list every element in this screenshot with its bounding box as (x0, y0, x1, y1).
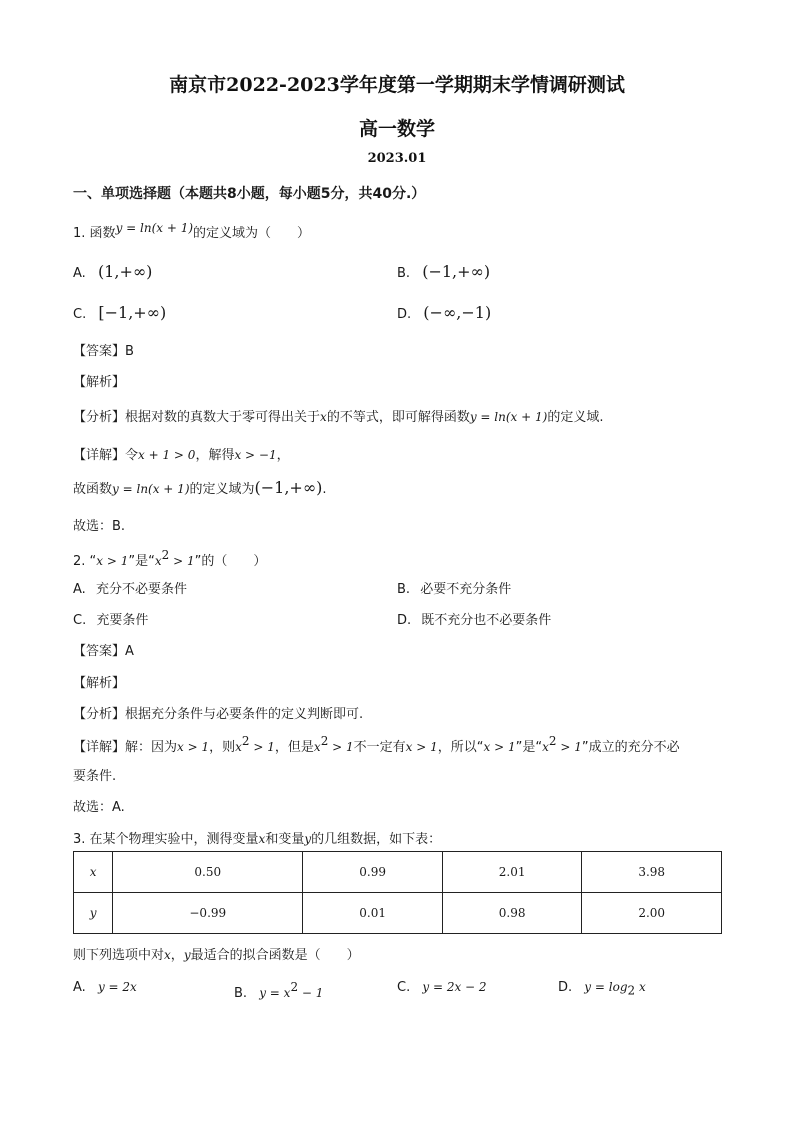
exponent: 2 (320, 734, 329, 748)
text: ”是“ (515, 740, 543, 755)
option-text: y = log (584, 980, 628, 994)
text: 根据对数的真数大于零可得出关于 (125, 410, 321, 425)
question-2-stem (73, 548, 266, 569)
math-var: y (183, 948, 191, 962)
q2-detail (73, 734, 680, 755)
option-text: − 1 (298, 986, 324, 1000)
table-cell: 3.98 (582, 852, 722, 893)
q3-option-c[interactable] (397, 980, 487, 995)
section-heading: 一、单项选择题（本题共8小题，每小题5分，共40分.） (73, 186, 426, 202)
option-text: y = x (259, 986, 291, 1000)
formula: y = ln(x + 1) (115, 221, 194, 235)
math-var: x (258, 832, 266, 846)
q3-option-b[interactable] (234, 980, 323, 1001)
text: 2. “ (73, 554, 97, 569)
data-table (73, 851, 722, 934)
text: ，但是 (274, 740, 314, 755)
text: 的定义域为 (189, 482, 255, 497)
formula: > 1 (249, 740, 275, 754)
text: 的定义域. (547, 410, 604, 425)
option-letter: B. (234, 986, 248, 1001)
text: 则下列选项中对 (73, 948, 165, 963)
option-text: [−1,+∞) (98, 303, 167, 322)
exam-date: 2023.01 (367, 151, 427, 166)
text: 根据充分条件与必要条件的定义判断即可. (125, 707, 364, 722)
table-row (74, 852, 722, 893)
table-cell: 2.01 (442, 852, 582, 893)
text: ”成立的充分不必 (581, 740, 680, 755)
q1-detail (73, 444, 290, 463)
text: ， (276, 448, 290, 463)
table-cell: 0.98 (442, 893, 582, 934)
math-var: y (304, 832, 312, 846)
row-label: x (74, 852, 113, 893)
text: 3. 在某个物理实验中，测得变量 (73, 832, 259, 847)
exponent: 2 (548, 734, 557, 748)
exam-title: 南京市2022-2023学年度第一学期期末学情调研测试 (169, 74, 625, 96)
text: ，所以“ (437, 740, 484, 755)
option-text: 既不充分也不必要条件 (421, 613, 552, 628)
text: ，则 (209, 740, 236, 755)
q1-choose: 故选：B. (73, 519, 126, 534)
option-letter: B. (397, 582, 411, 597)
table-cell: −0.99 (113, 893, 303, 934)
exponent: 2 (161, 548, 170, 562)
formula: y = ln(x + 1) (469, 410, 548, 424)
fenxi-tag: 【分析】 (73, 707, 126, 722)
stem-text: 的定义域为（ ） (193, 226, 311, 241)
option-letter: A. (73, 582, 86, 597)
table-cell: 0.50 (113, 852, 303, 893)
option-letter: C. (73, 613, 87, 628)
option-text: (−1,+∞) (422, 262, 491, 281)
detail-tag: 【详解】 (73, 448, 126, 463)
q1-answer: 【答案】B (73, 344, 134, 359)
formula: x + 1 > 0 (138, 448, 196, 462)
text: 的不等式，即可解得函数 (326, 410, 470, 425)
q2-detail-cont: 要条件. (73, 769, 117, 784)
option-text: 必要不充分条件 (420, 582, 512, 597)
q1-option-d[interactable] (397, 303, 491, 322)
option-text: x (635, 980, 646, 994)
math-var: x (320, 410, 327, 424)
option-letter: A. (73, 266, 86, 281)
option-letter: C. (397, 980, 411, 995)
table-cell: 2.00 (582, 893, 722, 934)
q3-option-a[interactable] (73, 980, 137, 995)
text: ，解得 (195, 448, 235, 463)
q2-option-b[interactable] (397, 578, 511, 597)
text: ， (170, 948, 184, 963)
text: 故函数 (73, 482, 113, 497)
q2-analysis-tag: 【解析】 (73, 676, 126, 691)
text: 解：因为 (125, 740, 178, 755)
q1-fenxi (73, 406, 603, 425)
table-cell: 0.99 (303, 852, 443, 893)
q1-option-b[interactable] (397, 262, 490, 281)
stem-text: 函数 (89, 226, 116, 241)
row-label: y (74, 893, 113, 934)
q2-answer: 【答案】A (73, 644, 134, 659)
q1-analysis-tag: 【解析】 (73, 375, 126, 390)
exponent: 2 (241, 734, 250, 748)
formula: x > 1 (405, 740, 438, 754)
option-text: y = 2x (97, 980, 137, 994)
text: . (322, 482, 327, 497)
option-letter: D. (397, 307, 412, 322)
option-text: 充分不必要条件 (95, 582, 187, 597)
detail-tag: 【详解】 (73, 740, 126, 755)
text: 的几组数据，如下表： (311, 832, 442, 847)
subscript: 2 (627, 983, 636, 998)
q1-option-c[interactable] (73, 303, 166, 322)
option-text: (−∞,−1) (423, 303, 492, 322)
option-letter: A. (73, 980, 86, 995)
formula: > 1 (328, 740, 354, 754)
text: 和变量 (265, 832, 305, 847)
formula: x > −1 (234, 448, 277, 462)
formula: x (313, 740, 321, 754)
formula: x > 1 (483, 740, 516, 754)
q2-option-d[interactable] (397, 609, 551, 628)
text: ”是“ (128, 554, 155, 569)
q2-choose: 故选：A. (73, 800, 125, 815)
formula: > 1 (556, 740, 582, 754)
math-var: x (164, 948, 171, 962)
option-text: (1,+∞) (97, 262, 153, 281)
formula: x > 1 (96, 554, 129, 568)
table-cell: 0.01 (303, 893, 443, 934)
text: 不一定有 (353, 740, 406, 755)
question-3-stem (73, 828, 441, 847)
subject-title: 高一数学 (358, 118, 435, 140)
q2-fenxi (73, 703, 363, 722)
option-letter: D. (397, 613, 412, 628)
exponent: 2 (290, 980, 299, 994)
question-number: 1. (73, 226, 86, 241)
formula: x (235, 740, 242, 754)
q3-option-d[interactable] (558, 980, 646, 998)
text: 令 (125, 448, 139, 463)
question-3-followup (73, 944, 360, 963)
text: 最适合的拟合函数是（ ） (190, 948, 360, 963)
formula: x (154, 554, 162, 568)
question-1-stem (73, 222, 310, 241)
option-letter: C. (73, 307, 87, 322)
option-text: y = 2x − 2 (422, 980, 487, 994)
option-text: 充要条件 (96, 613, 149, 628)
option-letter: D. (558, 980, 573, 995)
formula: x (542, 740, 549, 754)
q2-option-c[interactable] (73, 609, 148, 628)
table-row (74, 893, 722, 934)
option-letter: B. (397, 266, 411, 281)
q2-option-a[interactable] (73, 578, 187, 597)
fenxi-tag: 【分析】 (73, 410, 126, 425)
formula: (−1,+∞) (254, 478, 323, 497)
formula: > 1 (169, 554, 195, 568)
formula: y = ln(x + 1) (112, 482, 190, 496)
q1-conclusion (73, 478, 327, 497)
q1-option-a[interactable] (73, 262, 152, 281)
formula: x > 1 (177, 740, 210, 754)
text: ”的（ ） (194, 554, 267, 569)
